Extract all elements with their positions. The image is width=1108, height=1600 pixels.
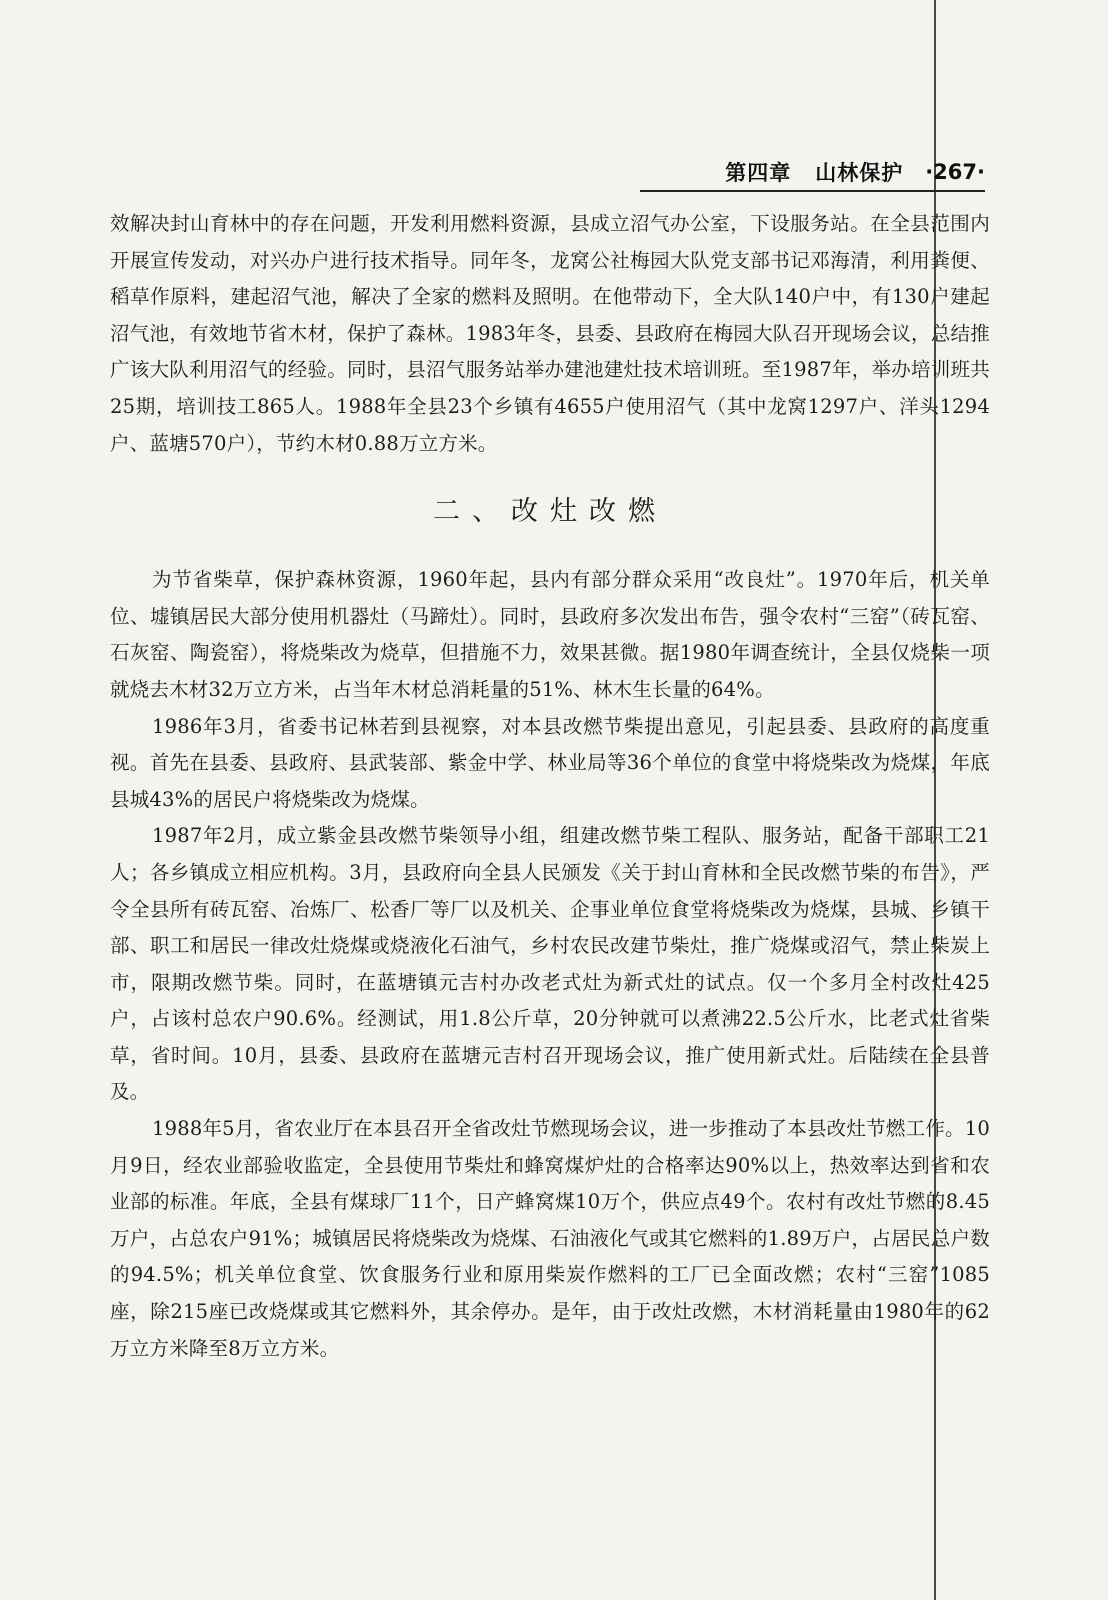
paragraph-2: 1986年3月，省委书记林若到县视察，对本县改燃节柴提出意见，引起县委、县政府的高度重视。首先在县委、县政府、县武装部、紫金中学、林业局等36个单位的食堂中将烧柴改为烧煤，年底县城43%的居民户将烧柴改为烧煤。 (110, 714, 990, 811)
paragraph-3: 1987年2月，成立紫金县改燃节柴领导小组，组建改燃节柴工程队、服务站，配备干部职工21人；各乡镇成立相应机构。3月，县政府向全县人民颁发《关于封山育林和全民改燃节柴的布告》，严令全县所有砖瓦窑、冶炼厂、松香厂等厂以及机关、企事业单位食堂将烧柴改为烧煤，县城、乡镇干部、职工和居民一律改灶烧煤或烧液化石油气，乡村农民改建节柴灶，推广烧煤或沼气，禁止柴炭上市，限期改燃节柴。同时，在蓝塘镇元吉村办改老式灶为新式灶的试点。仅一个多月全村改灶425户，占该村总农户90.6%。经测试，用1.8公斤草，20分钟就可以煮沸22.5公斤水，比老式灶省柴草，省时间。10月，县委、县政府在蓝塘元吉村召开现场会议，推广使用新式灶。后陆续在全县普及。 (110, 824, 990, 1104)
section-heading: 二、改灶改燃 (433, 496, 667, 528)
paragraph-4: 1988年5月，省农业厅在本县召开全省改灶节燃现场会议，进一步推动了本县改灶节燃工作。10月9日，经农业部验收监定，全县使用节柴灶和蜂窝煤炉灶的合格率达90%以上，热效率达到省和农业部的标准。年底，全县有煤球厂11个，日产蜂窝煤10万个，供应点49个。农村有改灶节燃的8.45万户，占总农户91%；城镇居民将烧柴改为烧煤、石油液化气或其它燃料的1.89万户，占居民总户数的94.5%；机关单位食堂、饮食服务行业和原用柴炭作燃料的工厂已全面改燃；农村“三窑”1085座，除215座已改烧煤或其它燃料外，其余停办。是年，由于改灶改燃，木材消耗量由1980年的62万立方米降至8万立方米。 (110, 1117, 990, 1360)
chapter-label: 第四章 (725, 161, 792, 185)
paragraph-continued: 效解决封山育林中的存在问题，开发利用燃料资源，县成立沼气办公室，下设服务站。在全县范围内开展宣传发动，对兴办户进行技术指导。同年冬，龙窝公社梅园大队党支部书记邓海清，利用粪便、稻草作原料，建起沼气池，解决了全家的燃料及照明。在他带动下，全大队140户中，有130户建起沼气池，有效地节省木材，保护了森林。1983年冬，县委、县政府在梅园大队召开现场会议，总结推广该大队利用沼气的经验。同时，县沼气服务站举办建池建灶技术培训班。至1987年，举办培训班共25期，培训技工865人。1988年全县23个乡镇有4655户使用沼气（其中龙窝1297户、洋头1294户、蓝塘570户），节约木材0.88万立方米。 (110, 212, 990, 455)
page-number: ·267· (925, 160, 985, 184)
paragraph-1: 为节省柴草，保护森林资源，1960年起，县内有部分群众采用“改良灶”。1970年后，机关单位、墟镇居民大部分使用机器灶（马蹄灶）。同时，县政府多次发出布告，强令农村“三窑”（砖瓦窑、石灰窑、陶瓷窑），将烧柴改为烧草，但措施不力，效果甚微。据1980年调查统计，全县仅烧柴一项就烧去木材32万立方米，占当年木材总消耗量的51%、林木生长量的64%。 (110, 568, 990, 701)
running-header (640, 152, 985, 192)
header-rule (640, 190, 985, 192)
body-text (110, 206, 990, 1367)
section-title: 山林保护 (815, 161, 904, 185)
